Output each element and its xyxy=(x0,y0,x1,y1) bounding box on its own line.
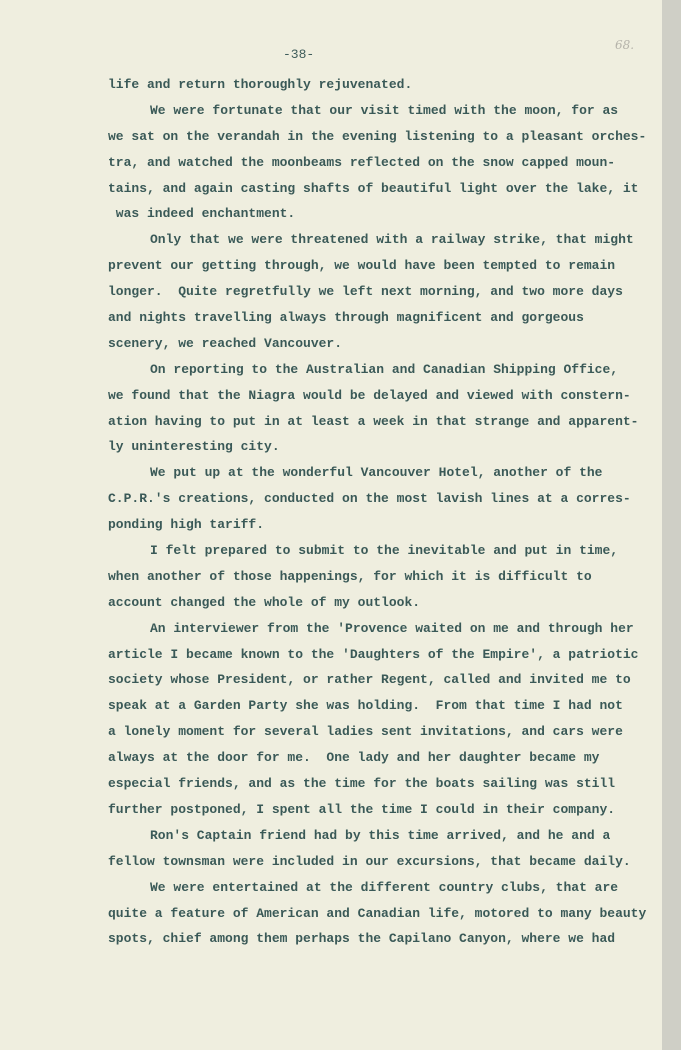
text-line: ponding high tariff. xyxy=(108,517,265,533)
text-line: was indeed enchantment. xyxy=(108,206,296,222)
text-line: tra, and watched the moonbeams reflected on the snow capped moun- xyxy=(108,154,616,170)
text-line: society whose President, or rather Regent, called and invited me to xyxy=(108,672,631,688)
text-line: when another of those happenings, for which it is difficult to xyxy=(108,568,592,584)
paragraph xyxy=(108,357,656,461)
page-number: -38- xyxy=(283,47,315,62)
text-line: fellow townsman were included in our excursions, that became daily. xyxy=(108,853,631,869)
paragraph xyxy=(108,72,656,98)
text-line: I felt prepared to submit to the inevitable and put in time, xyxy=(150,543,619,559)
paragraph xyxy=(108,823,656,875)
paragraph xyxy=(108,538,656,616)
text-line: especial friends, and as the time for the boats sailing was still xyxy=(108,776,616,792)
text-line: a lonely moment for several ladies sent invitations, and cars were xyxy=(108,724,623,740)
text-line: speak at a Garden Party she was holding. From that time I had not xyxy=(108,698,623,714)
text-line: we sat on the verandah in the evening listening to a pleasant orches- xyxy=(108,128,647,144)
text-line: quite a feature of American and Canadian life, motored to many beauty xyxy=(108,905,647,921)
text-line: article I became known to the 'Daughters of the Empire', a patriotic xyxy=(108,646,639,662)
paragraph xyxy=(108,227,656,356)
text-line: Ron's Captain friend had by this time arrived, and he and a xyxy=(150,827,611,843)
text-line: scenery, we reached Vancouver. xyxy=(108,335,343,351)
paragraph xyxy=(108,98,656,227)
text-line: ation having to put in at least a week in that strange and apparent- xyxy=(108,413,639,429)
text-line: spots, chief among them perhaps the Capilano Canyon, where we had xyxy=(108,931,616,947)
text-line: account changed the whole of my outlook. xyxy=(108,594,421,610)
text-line: tains, and again casting shafts of beautiful light over the lake, it xyxy=(108,180,639,196)
text-line: life and return thoroughly rejuvenated. xyxy=(108,77,413,92)
document-body xyxy=(108,72,656,952)
text-line: An interviewer from the 'Provence waited on me and through her xyxy=(150,620,634,636)
text-line: We were entertained at the different country clubs, that are xyxy=(150,879,619,895)
text-line: Only that we were threatened with a railway strike, that might xyxy=(150,232,634,248)
text-line: and nights travelling always through magnificent and gorgeous xyxy=(108,310,584,326)
paragraph xyxy=(108,460,656,538)
page-edge xyxy=(662,0,681,1050)
text-line: C.P.R.'s creations, conducted on the most lavish lines at a corres- xyxy=(108,491,631,507)
text-line: always at the door for me. One lady and her daughter became my xyxy=(108,750,600,766)
text-line: We were fortunate that our visit timed with the moon, for as xyxy=(150,102,619,118)
text-line: ly uninteresting city. xyxy=(108,439,280,455)
folio-number: 68. xyxy=(615,38,635,52)
text-line: On reporting to the Australian and Canadian Shipping Office, xyxy=(150,361,619,377)
text-line: We put up at the wonderful Vancouver Hotel, another of the xyxy=(150,465,603,481)
text-line: we found that the Niagra would be delayed and viewed with constern- xyxy=(108,387,631,403)
paragraph xyxy=(108,616,656,823)
text-line: prevent our getting through, we would have been tempted to remain xyxy=(108,258,616,274)
paragraph xyxy=(108,875,656,953)
text-line: longer. Quite regretfully we left next morning, and two more days xyxy=(108,284,623,300)
text-line: further postponed, I spent all the time I could in their company. xyxy=(108,801,616,817)
